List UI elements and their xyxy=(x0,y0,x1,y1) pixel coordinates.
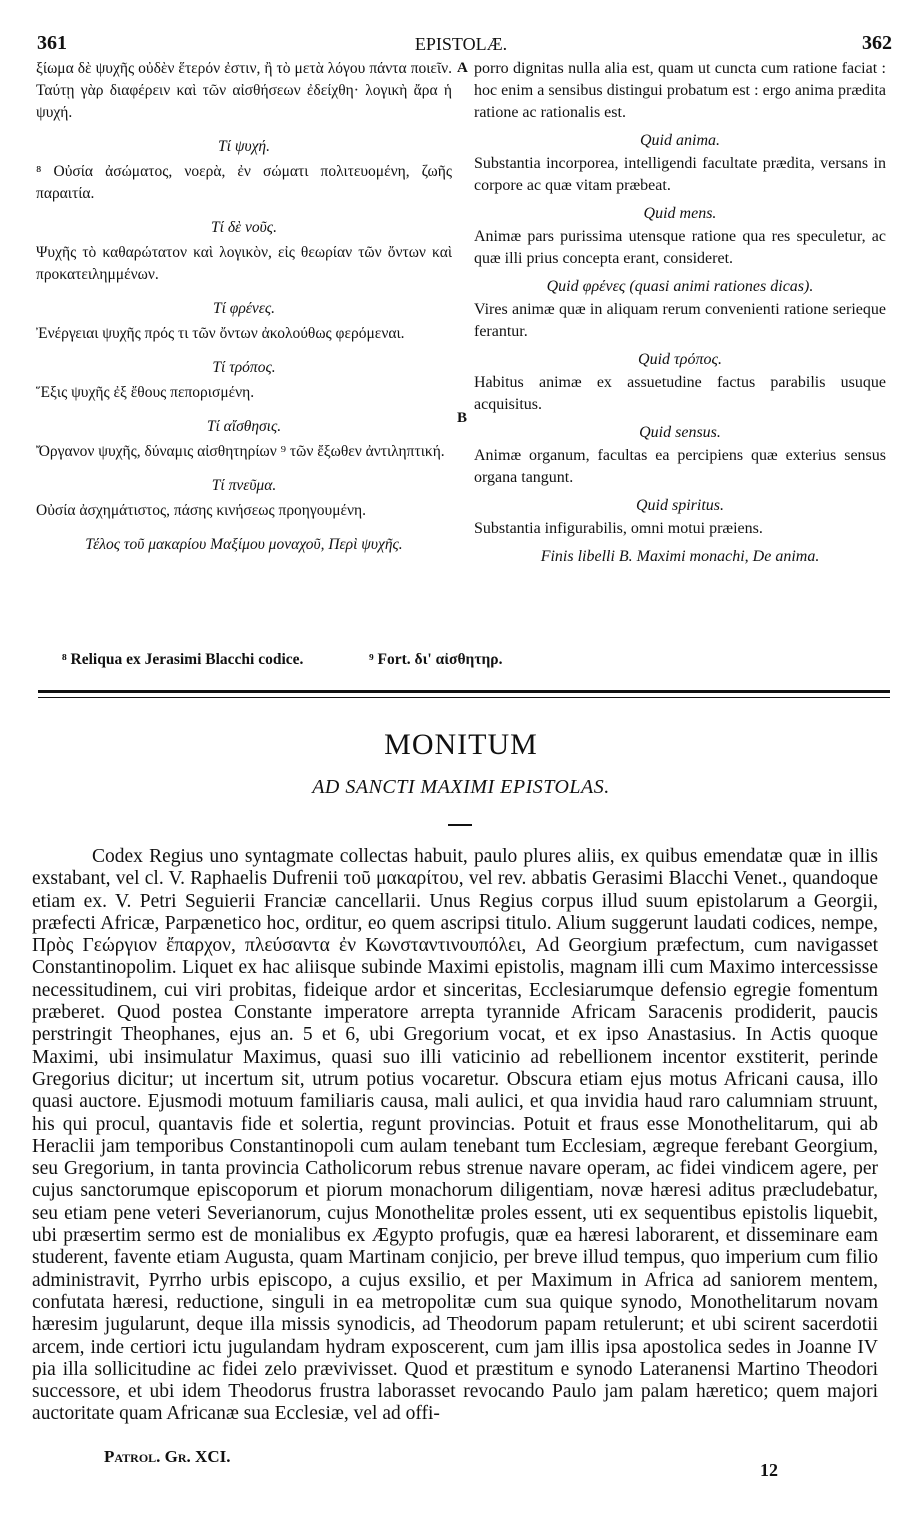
greek-paragraph: Ὄργανον ψυχῆς, δύναμις αἰσθητηρίων ⁹ τῶν ἔξωθεν ἀντιληπτική. xyxy=(36,443,445,460)
latin-paragraph: Substantia infigurabilis, omni motui præiens. xyxy=(474,520,763,537)
greek-heading: Τί πνεῦμα. xyxy=(211,477,277,494)
greek-paragraph: Οὐσία ἀσχημάτιστος, πάσης κινήσεως προηγουμένη. xyxy=(36,502,366,519)
footer-gathering-number: 12 xyxy=(760,1460,778,1480)
latin-heading: Quid mens. xyxy=(643,205,717,222)
latin-paragraph: Vires animæ quæ in aliquam rerum convenienti ratione serieque ferantur. xyxy=(474,301,886,340)
footnote-8: ⁸ Reliqua ex Jerasimi Blacchi codice. xyxy=(62,651,304,668)
monitum-body xyxy=(32,846,878,1426)
greek-paragraph: ⁸ Οὐσία ἀσώματος, νοερὰ, ἐν σώματι πολιτευομένη, ζωῆς παραιτία. xyxy=(36,163,452,202)
latin-heading: Quid φρένες (quasi animi rationes dicas). xyxy=(546,278,814,295)
monitum-paragraph: Codex Regius uno syntagmate collectas habuit, paulo plures aliis, ex quibus emendatæ quæ in illis exstabant, vel cl. V. Raphaelis Dufrenii τοῦ μακαρίτου, vel rev. abbatis Gerasimi Blacchi Venet., quandoque etiam ex. V. Petri Seguierii Franciæ cancellarii. Unus Regius corpus illud suum epistolarum a Georgii, præfecti Africæ, Parpænetico hoc, orditur, eo quem ascripsi titulo. Alium suggerunt laudati codices, nempe, Πρὸς Γεώργιον ἔπαρχον, πλεύσαντα ἐν Κωνσταντινουπόλει, Ad Georgium præfectum, cum navigasset Constantinopolim. Liquet ex hac aliisque subinde Maximi epistolis, magnam illi cum Maximo intercessisse necessitudinem, cui viri probitas, fideique ardor et sinceritas, Ecclesiarumque defensio egregie fomentum præberet. Quod postea Constante imperatore arrepta tyrannide Africam Saracenis prodiderit, paucis perstringit Theophanes, ejus an. 5 et 6, ubi Gregorium vocat, et ex ipso Anastasius. In Actis quoque Maximi, ubi insimulatur Maximus, quasi suo illi vaticinio ad rebellionem incentor exstiterit, perinde Gregorius dicitur; ut incertum sit, utrum potius vocaretur. Obscura etiam ejus motus Africani causa, illo quasi auctore. Ejusmodi motuum familiaris causa, mali aulici, et qua invidia haud raro calumniam struunt, his qui procul, quantavis fide et solertia, regunt provincias. Potuit et fraus esse Monothelitarum, qui ab Heraclii jam temporibus Constantinopoli cum aulam tenebant tum Ecclesiam, ægreque ferebant Georgium, seu Gregorium, in tanta provincia Catholicorum rebus strenue navare operam, ac fidei vindicem agere, per cujus sanctorumque episcoporum et piorum monachorum diligentiam, novæ hæresi aditus præcludebatur, seu etiam pene veteri Severianorum, cujus Monothelitæ proles essent, uti ex sequentibus epistolis liquebit, ubi præsertim sermo est de monialibus ex Ægypto profugis, quæ ea hæresi laborarent, et disseminare eam studerent, favente etiam Augusta, quam Martinam conjicio, per breve illud tempus, quo imperium cum filio administravit, Pyrrho urbis episcopo, a cujus exsilio, et per Maximum in Africa ad saniorem mentem, confutata hæresi, reductione, singuli in ea metropolitæ cum sua quique synodo, Monothelitarum novam hæresim jugularunt, deque illa missis synodicis, ad Theodorum papam retulerunt; et ubi scirent sacerdotii arcem, inde certiori ictu jugulandam hydram exposcerent, cum jam illis ipsa apostolica sedes in Joanne IV pia illa sollicitudine ac fidei zelo prævivisset. Quod et præstitum e synodo Lateranensi Martino Theodori successore, et ubi idem Theodorus frustra laborasset revocando Paulo jam palam hæretico; quem majori auctoritate quam Africanæ sua Ecclesiæ, vel ad offi- xyxy=(32,846,878,1425)
latin-paragraph: Substantia incorporea, intelligendi facultate prædita, versans in corpore ac quæ vitam præbeat. xyxy=(474,155,886,194)
latin-heading: Quid spiritus. xyxy=(635,497,724,514)
margin-mark-a: A xyxy=(457,60,468,76)
latin-paragraph: Animæ pars purissima utensque ratione qua res speculetur, ac quæ illi prius concepta erant, consideret. xyxy=(474,228,886,267)
greek-heading: Τί τρόπος. xyxy=(212,359,276,376)
footer-signature: Patrol. Gr. XCI. xyxy=(104,1447,231,1466)
greek-paragraph: Ἐνέργειαι ψυχῆς πρός τι τῶν ὄντων ἀκολούθως φερόμεναι. xyxy=(36,325,405,342)
margin-mark-b: B xyxy=(457,410,468,426)
latin-column xyxy=(474,58,886,569)
greek-heading: Τί δὲ νοῦς. xyxy=(211,219,277,236)
greek-heading: Τί φρένες. xyxy=(212,300,276,317)
greek-heading: Τέλος τοῦ μακαρίου Μαξίμου μοναχοῦ, Περὶ ψυχῆς. xyxy=(85,536,403,553)
divider-rule-thick xyxy=(38,690,890,693)
monitum-title: MONITUM xyxy=(384,728,538,761)
latin-heading: Quid τρόπος. xyxy=(638,351,722,368)
running-title: EPISTOLÆ. xyxy=(414,34,508,54)
greek-paragraph: Ἕξις ψυχῆς ἐξ ἔθους πεπορισμένη. xyxy=(36,384,255,401)
latin-paragraph: porro dignitas nulla alia est, quam ut cuncta cum ratione faciat : hoc enim a sensibus distingui probatum est : ergo anima prædita ratione ac rationalis est. xyxy=(474,60,886,121)
page-number-right: 362 xyxy=(862,32,892,54)
greek-heading: Τί ψυχή. xyxy=(218,138,270,155)
short-rule xyxy=(448,824,472,826)
greek-column xyxy=(36,58,452,559)
latin-heading: Finis libelli B. Maximi monachi, De anima. xyxy=(540,548,820,565)
latin-heading: Quid anima. xyxy=(640,132,720,149)
greek-paragraph: Ψυχῆς τὸ καθαρώτατον καὶ λογικὸν, εἰς θεωρίαν τῶν ὄντων καὶ προκατειλημμένων. xyxy=(36,244,452,283)
monitum-subtitle: AD SANCTI MAXIMI EPISTOLAS. xyxy=(312,776,610,798)
greek-heading: Τί αἴσθησις. xyxy=(206,418,282,435)
footnote-9: ⁹ Fort. δι' αἰσθητηρ. xyxy=(369,651,503,668)
latin-paragraph: Animæ organum, facultas ea percipiens quæ exterius sensus organa tangunt. xyxy=(474,447,886,486)
greek-paragraph: ξίωμα δὲ ψυχῆς οὐδὲν ἕτερόν ἐστιν, ἢ τὸ μετὰ λόγου πάντα ποιεῖν. Ταύτῃ γὰρ διαφέρειν καὶ τῶν αἰσθήσεων ἐδείχθη· λογικὴ ἄρα ἡ ψυχή. xyxy=(36,60,452,121)
latin-heading: Quid sensus. xyxy=(639,424,721,441)
page-number-left: 361 xyxy=(37,32,67,54)
latin-paragraph: Habitus animæ ex assuetudine factus parabilis usuque acquisitus. xyxy=(474,374,886,413)
divider-rule-thin xyxy=(38,697,890,698)
